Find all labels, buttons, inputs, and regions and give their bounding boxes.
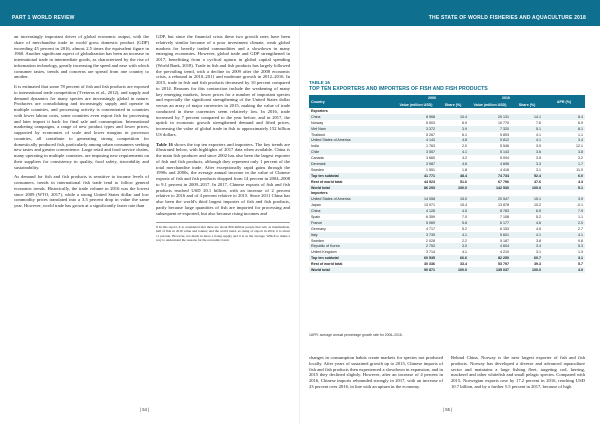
cell-value: 3 987 — [395, 161, 437, 167]
cell-value: 4.6 — [511, 220, 543, 226]
cell-value: 3.3 — [511, 161, 543, 167]
cell-value: 4.2 — [462, 156, 467, 161]
cell-value: 6 359 — [426, 214, 435, 219]
cell-value: 7.0 — [462, 214, 467, 219]
cell-value: 48.4 — [437, 173, 469, 179]
cell-value: 3.2 — [578, 156, 583, 161]
cell-value: 5.6 — [437, 220, 469, 226]
cell-value: 2.7 — [578, 226, 583, 231]
cell-value: 4 210 — [500, 250, 509, 255]
cell-value: 7.6 — [536, 120, 541, 125]
cell-value: 6.5 — [511, 208, 543, 214]
cell-value: 67 796 — [498, 179, 509, 184]
cell-value: 135 037 — [469, 267, 511, 273]
cell-country: Rest of world total — [311, 262, 343, 267]
header-value: Value (million USD) — [469, 101, 511, 108]
cell-country: United States of America — [309, 137, 395, 143]
cell-country: China — [309, 114, 395, 120]
cell-country: United States of America — [309, 196, 395, 202]
cell-value: 14 058 — [395, 196, 437, 202]
cell-value: 2.0 — [543, 220, 585, 226]
cell-value: 10.2 — [534, 203, 541, 208]
cell-value: 3.1 — [536, 167, 541, 172]
cell-value: 5.7 — [578, 262, 583, 267]
cell-value: -0.1 — [576, 203, 583, 208]
footnote: 8 In this report, it is considered that there are about 800 million people that sell, as intermediate, half of fish in 2016 value and tonnes; and the world trend, as rising of export in 2016, it is about 11 percent. However, not much in more a rising supply and it is as the average. Which to make a way to understand the reasons for the economic trend. — [156, 222, 290, 242]
cell-value: 8 783 — [469, 208, 511, 214]
cell-country: Sweden — [311, 238, 324, 243]
cell-value: 5 267 — [426, 132, 435, 137]
cell-value: 8.1 — [543, 126, 585, 132]
cell-value: 3.1 — [536, 250, 541, 255]
cell-value: 6.9 — [462, 120, 467, 125]
cell-value: 4.5 — [536, 226, 541, 231]
cell-value: 5 187 — [500, 238, 509, 243]
cell-value: 5.1 — [543, 185, 585, 191]
cell-country: France — [309, 220, 395, 226]
cell-value: 30 336 — [424, 262, 435, 267]
cell-country: Top ten subtotal — [309, 173, 395, 179]
cell-value: 5.3 — [543, 243, 585, 249]
cell-country: Japan — [311, 203, 321, 208]
table-number: TABLE 16 — [309, 80, 330, 85]
cell-value: 1 551 — [426, 167, 435, 172]
cell-value: 4.8 — [437, 137, 469, 143]
cell-value: 66.6 — [437, 255, 469, 261]
cell-value: 3.1 — [543, 255, 585, 261]
cell-value: 5 503 — [426, 120, 435, 125]
cell-value: 4.1 — [536, 132, 541, 137]
cell-value: 47.6 — [534, 179, 541, 184]
cell-value: 6 177 — [469, 220, 511, 226]
cell-value: 2 028 — [426, 238, 435, 243]
cell-value: 90 871 — [395, 267, 437, 273]
cell-value: 100.0 — [437, 267, 469, 273]
table-title: TOP TEN EXPORTERS AND IMPORTERS OF FISH AND FISH PRODUCTS — [309, 86, 488, 92]
paragraph: As demand for fish and fish products is sensitive to income levels of consumers, trends in international fish trade tend to follow general economic trends. Historically, the trade volume in 2016 was the lowest since 2009 (WTO, 2017), while a strong United States dollar and low commodity prices translated into a 3.3 percent drop in value the same year. However, world trade has grown at a significantly faster rate than — [14, 174, 149, 208]
cell-value: 2.0 — [462, 144, 467, 149]
cell-value: 1.3 — [578, 250, 583, 255]
cell-value: 3.5 — [536, 156, 541, 161]
cell-value: 52.4 — [511, 173, 543, 179]
cell-value: 4.1 — [511, 232, 543, 238]
cell-value: 53 797 — [498, 262, 509, 267]
left-column-2 — [156, 34, 290, 242]
cell-value: 3.4 — [543, 137, 585, 143]
cell-value: 5 601 — [469, 232, 511, 238]
cell-value: 3.4 — [511, 243, 543, 249]
cell-value: 3 557 — [395, 149, 437, 155]
cell-value: 4 696 — [469, 161, 511, 167]
cell-value: 3.9 — [536, 144, 541, 149]
cell-value: 4.6 — [437, 161, 469, 167]
cell-value: 60.7 — [511, 255, 543, 261]
cell-value: 4.1 — [462, 250, 467, 255]
cell-value: 12.1 — [576, 144, 583, 149]
cell-value: 44 523 — [424, 179, 435, 184]
cell-value: 3.9 — [543, 196, 585, 202]
header-year-2: 2016 — [469, 95, 543, 101]
cell-value: 7 320 — [469, 126, 511, 132]
cell-country: Denmark — [309, 161, 395, 167]
table-note: 1APR: average annual percentage growth rate for 2006–2016. — [309, 333, 403, 337]
cell-value: 3.8 — [543, 149, 585, 155]
page-gutter — [299, 26, 300, 424]
cell-country: Republic of Korea — [309, 243, 395, 249]
cell-value: 3.8 — [536, 238, 541, 243]
cell-country: India — [311, 144, 319, 149]
paragraph — [156, 142, 290, 217]
cell-value: 7 108 — [500, 214, 509, 219]
cell-value: 142 530 — [469, 185, 511, 191]
cell-value: 4 143 — [395, 137, 437, 143]
cell-value: 5.2 — [462, 226, 467, 231]
cell-value: 33.4 — [460, 262, 467, 267]
paragraph: an increasingly important driver of global economic output, with the share of merchandise trade in world gross domestic product (GDP) exceeding 45 percent in 2016, almost 2.5 times the equivalent figure in 1960. Another significant aspect of globalization has been an increase in international trade in intermediate goods, as characterized by the rise of information technology, greatly increasing the speed and ease with which consumer tastes, trends and concerns are spread from one country to another. — [14, 34, 149, 80]
subtotal-row — [309, 267, 585, 273]
cell-value: 5 143 — [469, 149, 511, 155]
cell-value: 6.1 — [462, 132, 467, 137]
paragraph: It is estimated that some 78 percent of fish and fish products are exposed to international trade competition (Tveteras et al., 2012), and supply and demand dynamics for many species are increasingly global in nature. Producers are consolidating and increasingly supply and operate in multiple countries, and processing activity is concentrated in countries with lower labour costs, some countries even export fish for processing and later import it back for final sale and consumption. International marketing campaigns, a range of new product types and lower prices, supported by economies of scale and lower margins in processor countries, all contribute to generating strong competition for domestically produced fish, particularly among urban consumers seeking new tastes and greater convenience. Large retail and food service chains, many operating in multiple countries, are imposing new requirements on their suppliers for consistency in quality, food safety, traceability and sustainability. — [14, 84, 149, 170]
exporters-importers-table — [309, 95, 585, 273]
cell-value: 51.6 — [460, 179, 467, 184]
cell-value: 1.7 — [543, 161, 585, 167]
cell-value: 4 126 — [395, 208, 437, 214]
cell-value: 5 546 — [500, 144, 509, 149]
cell-country: Norway — [311, 120, 324, 125]
cell-value: 100.0 — [437, 185, 469, 191]
cell-value: 7.9 — [543, 208, 585, 214]
cell-country: Chile — [309, 149, 395, 155]
cell-country: Viet Nam — [309, 126, 395, 132]
cell-value: 82 250 — [469, 255, 511, 261]
table-reference[interactable]: Table 16 — [156, 141, 173, 147]
cell-value: 20 547 — [469, 196, 511, 202]
cell-value: 6.9 — [578, 120, 583, 125]
table-body — [309, 108, 585, 273]
cell-country: Canada — [311, 156, 324, 161]
cell-country: Germany — [311, 226, 326, 231]
page-number-left: | 54 | — [140, 407, 150, 412]
cell-value: 2 753 — [395, 243, 437, 249]
cell-value: 4.5 — [437, 208, 469, 214]
cell-value: 3 660 — [426, 156, 435, 161]
cell-country: Rest of world total — [311, 179, 343, 184]
cell-value: 6 153 — [500, 226, 509, 231]
paragraph: GDP, but since the financial crisis these two growth rates have been relatively similar because of a poor investment climate, weak global markets for heavily traded commodities and a slowdown in many emerging economies. However, global trade and GDP strengthened in 2017, benefitting from a cyclical upturn in global capital spending (World Bank, 2018). Trade in fish and fish products has largely followed the prevailing trend, with a decline in 2009 after the 2008 economic crisis, a rebound in 2010–2011 and moderate growth in 2012–2016. In 2015, trade in fish and fish products decreased by 10 percent compared to 2014. Reasons for this contraction include the weakening of many key emerging markets, lower prices for a number of important species and especially the significant strengthening of the United States dollar versus an array of major currencies in 2015, making the value of trade conducted in these currencies seem relatively low. In 2016, trade increased by 7 percent compared to the year before, and in 2017, the uptick in economic growth strengthened demand and lifted prices, increasing the value of global trade in fish to approximately 152 billion US dollars. — [156, 34, 290, 137]
section-label: Importers — [309, 190, 585, 196]
cell-country: World total — [309, 267, 395, 273]
cell-value: 4.1 — [511, 137, 543, 143]
cell-value: 100.0 — [511, 185, 543, 191]
cell-value: 100.0 — [511, 267, 543, 273]
cell-value: 15.4 — [460, 203, 467, 208]
cell-value: 2.2 — [462, 238, 467, 243]
cell-value: 1.1 — [578, 132, 583, 137]
cell-value: 3 372 — [395, 126, 437, 132]
header-bar-right — [300, 0, 600, 26]
cell-value: 1.8 — [462, 167, 467, 172]
cell-value: 3 739 — [395, 232, 437, 238]
paragraph-rest: shows the top ten exporters and importers. The key trends are illustrated below, with highlights of 2017 data when available. China is the main fish producer and since 2002 has also been the largest exporter of fish and fish products, although they represent only 1 percent of the total merchandise trade. After exceptionally rapid gains through the 1990s and 2000s, the average annual increase in the value of Chinese exports of fish and fish products dropped from 14 percent in 2004–2008 to 9.1 percent in 2009–2017. In 2017, Chinese exports of fish and fish products reached USD 20.1 billion, with an increase of 2 percent relative to 2016 and of 4 percent relative to 2015. Since 2011 China has also been the world's third largest importer of fish and fish products, partly because large quantities of fish are imported for processing and subsequent re-exported, but also because rising incomes and — [156, 141, 290, 216]
cell-value: 5 893 — [500, 132, 509, 137]
cell-value: 3.9 — [437, 126, 469, 132]
cell-value: 10.4 — [437, 114, 469, 120]
cell-value: 8 968 — [395, 114, 437, 120]
cell-country: Top ten subtotal — [309, 255, 395, 261]
cell-value: 1 763 — [426, 144, 435, 149]
cell-value: 5.1 — [511, 126, 543, 132]
left-column-1 — [14, 34, 149, 213]
cell-country: Thailand — [311, 132, 325, 137]
cell-value: 74 734 — [469, 173, 511, 179]
header-bar-left — [0, 0, 300, 26]
header-apr: APR (%) — [543, 95, 585, 108]
header-share: Share (%) — [511, 101, 543, 108]
cell-value: 5.2 — [536, 214, 541, 219]
cell-value: 60 535 — [395, 255, 437, 261]
cell-value: 15.1 — [511, 196, 543, 202]
cell-value: 4 717 — [426, 226, 435, 231]
header-year-1: 2006 — [395, 95, 469, 101]
running-header-right: THE STATE OF WORLD FISHERIES AND AQUACULTURE 2018 — [428, 15, 586, 21]
cell-value: 86 293 — [395, 185, 437, 191]
right-column-1: changes in consumption habits create markets for species not produced locally. After years of sustained growth up to 2013, Chinese imports of fish and fish products then experienced a slowdown in expansion, and in 2015 they declined slightly. However, after an increase of 4 percent in 2016, Chinese imports rebounded strongly in 2017, with an increase of 23 percent over 2016, in line with an upturn in the economy. — [309, 355, 443, 389]
running-header-left: PART 1 WORLD REVIEW — [12, 15, 75, 21]
cell-value: 4.0 — [543, 267, 585, 273]
cell-value: 8.4 — [543, 114, 585, 120]
cell-value: 1.1 — [578, 214, 583, 219]
cell-value: 20 131 — [469, 114, 511, 120]
cell-value: 3 714 — [426, 250, 435, 255]
section-label: Exporters — [309, 108, 585, 114]
cell-value: 4 418 — [500, 167, 509, 172]
cell-value: 4 604 — [469, 243, 511, 249]
cell-country: China — [309, 208, 395, 214]
cell-value: 39.3 — [534, 262, 541, 267]
header-share: Share (%) — [437, 101, 469, 108]
cell-country: Italy — [309, 232, 395, 238]
cell-value: 3.0 — [437, 243, 469, 249]
right-column-2: Behind China, Norway is the next largest exporter of fish and fish products. Norway has developed a diverse and advanced aquaculture sector and maintains a large fishing fleet, targeting cod, herring, mackerel and other whitefish and small pelagic species. Compared with 2015, Norwegian exports rose by 17.2 percent in 2016, reaching USD 10.7 billion, and by a further 5.5 percent in 2017, because of high — [451, 355, 585, 389]
cell-value: 5 004 — [500, 156, 509, 161]
cell-value: 5 069 — [395, 220, 437, 226]
cell-country: Sweden — [311, 167, 324, 172]
cell-value: 11.0 — [576, 167, 583, 172]
cell-country: United Kingdom — [311, 250, 337, 255]
cell-value: 13 971 — [424, 203, 435, 208]
cell-value: 4.3 — [578, 179, 583, 184]
header-value: Value (million USD) — [395, 101, 437, 108]
cell-value: 9.8 — [578, 238, 583, 243]
cell-value: 6.0 — [543, 173, 585, 179]
cell-value: 4.1 — [437, 149, 469, 155]
cell-country: World total — [309, 185, 395, 191]
cell-value: 5 812 — [469, 137, 511, 143]
cell-value: 4.1 — [543, 232, 585, 238]
cell-value: 4.1 — [437, 232, 469, 238]
cell-value: 41 771 — [395, 173, 437, 179]
cell-country: Spain — [311, 214, 321, 219]
cell-value: 13 878 — [498, 203, 509, 208]
cell-value: 14.1 — [511, 114, 543, 120]
cell-value: 15.0 — [437, 196, 469, 202]
header-country: Country — [309, 95, 395, 108]
page-number-right: | 55 | — [443, 407, 453, 412]
cell-value: 10 770 — [498, 120, 509, 125]
cell-value: 3.6 — [511, 149, 543, 155]
